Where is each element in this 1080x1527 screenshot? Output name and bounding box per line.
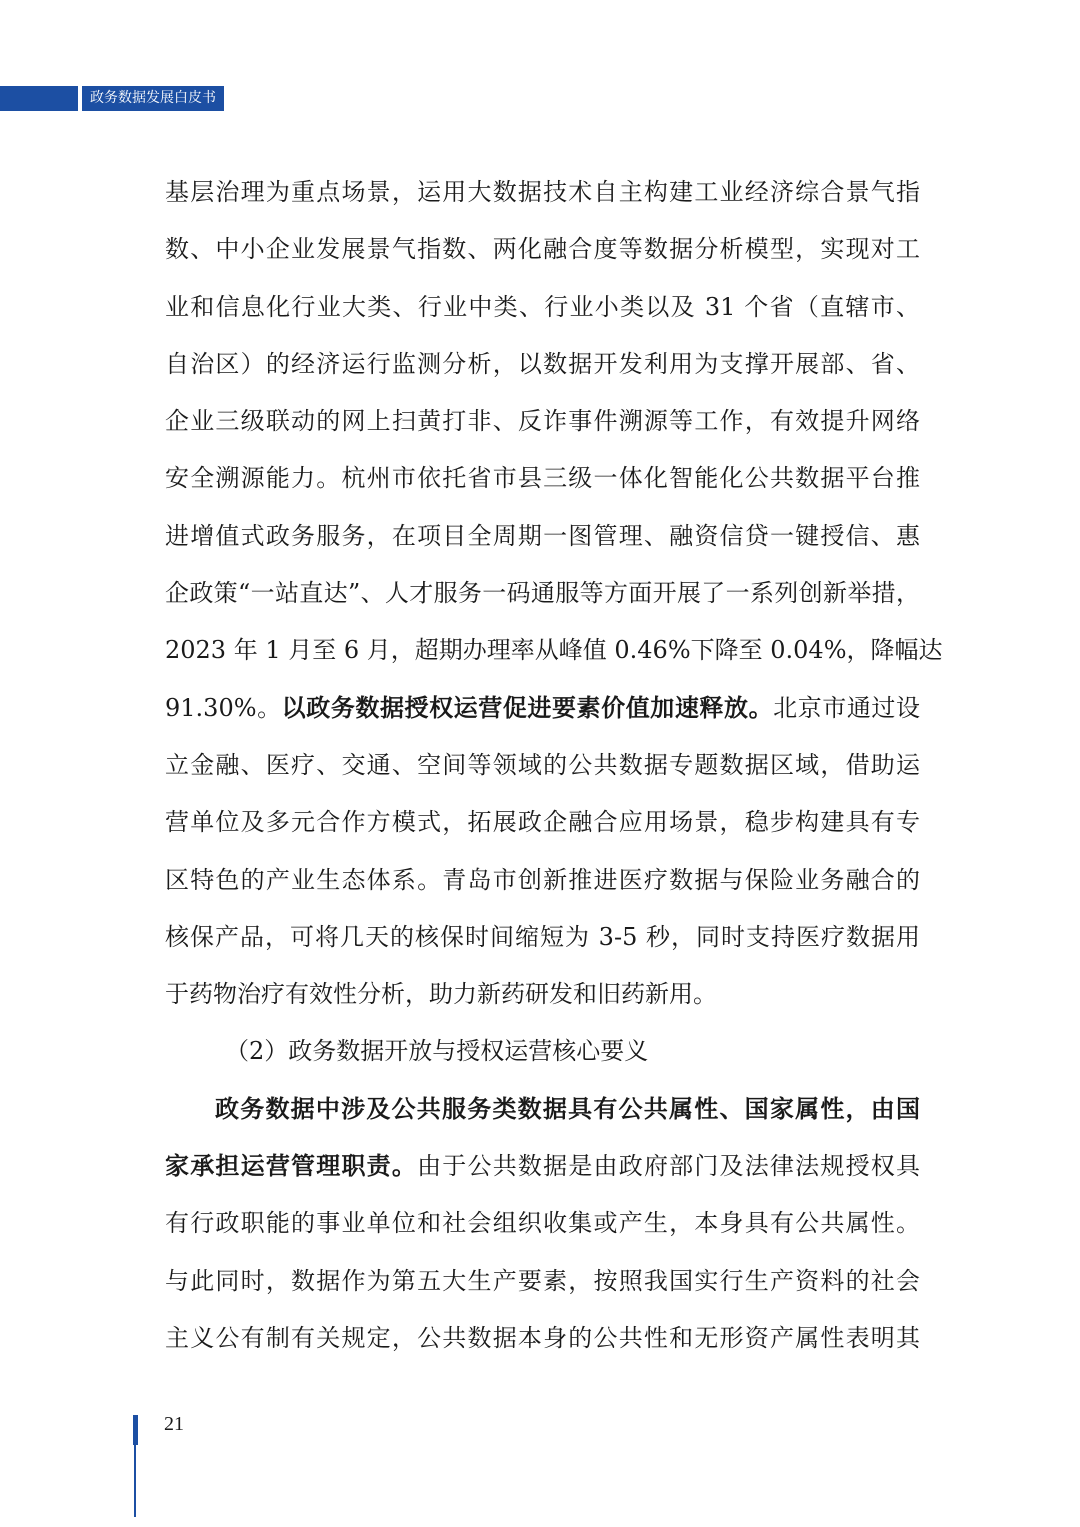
text-line <box>165 393 920 450</box>
text-line <box>165 1138 920 1195</box>
text-segment: 立金融、医疗、交通、空间等领域的公共数据专题数据区域，借助运 <box>165 750 920 779</box>
text-line <box>165 1310 920 1367</box>
text-line <box>165 909 920 966</box>
text-segment: 营单位及多元合作方模式，拓展政企融合应用场景，稳步构建具有专 <box>165 808 920 837</box>
text-line <box>165 279 920 336</box>
text-line <box>165 1195 920 1252</box>
text-segment: 主义公有制有关规定，公共数据本身的公共性和无形资产属性表明其 <box>165 1323 920 1352</box>
text-segment: 由于公共数据是由政府部门及法律法规授权具 <box>417 1152 921 1181</box>
text-segment: 与此同时，数据作为第五大生产要素，按照我国实行生产资料的社会 <box>165 1266 920 1295</box>
page-number: 21 <box>164 1413 184 1435</box>
text-line <box>165 622 943 679</box>
text-segment: （2）政务数据开放与授权运营核心要义 <box>225 1037 649 1066</box>
text-line <box>165 1081 920 1138</box>
text-segment: 核保产品，可将几天的核保时间缩短为 3-5 秒，同时支持医疗数据用 <box>165 922 920 951</box>
text-line <box>165 966 920 1023</box>
running-header-title: 政务数据发展白皮书 <box>82 86 224 111</box>
text-line <box>165 737 920 794</box>
text-segment: 数、中小企业发展景气指数、两化融合度等数据分析模型，实现对工 <box>165 235 920 264</box>
text-line <box>165 221 920 278</box>
text-line <box>165 794 920 851</box>
text-segment: 自治区）的经济运行监测分析，以数据开发利用为支撑开展部、省、 <box>165 349 920 378</box>
text-line <box>165 164 920 221</box>
text-segment: 区特色的产业生态体系。青岛市创新推进医疗数据与保险业务融合的 <box>165 865 920 894</box>
footer-rule <box>134 1445 136 1517</box>
text-segment: 进增值式政务服务，在项目全周期一图管理、融资信贷一键授信、惠 <box>165 521 920 550</box>
text-line <box>165 680 920 737</box>
text-line <box>165 852 920 909</box>
text-line <box>165 450 920 507</box>
footer-accent-bar <box>133 1415 138 1445</box>
text-segment: 企政策“一站直达”、人才服务一码通服等方面开展了一系列创新举措， <box>165 579 920 608</box>
text-segment: 企业三级联动的网上扫黄打非、反诈事件溯源等工作，有效提升网络 <box>165 407 920 436</box>
text-segment: 基层治理为重点场景，运用大数据技术自主构建工业经济综合景气指 <box>165 178 920 206</box>
bold-text-segment: 以政务数据授权运营促进要素价值加速释放。 <box>281 693 774 722</box>
body-text <box>165 164 943 1367</box>
text-segment: 有行政职能的事业单位和社会组织收集或产生，本身具有公共属性。 <box>165 1209 920 1238</box>
text-segment: 安全溯源能力。杭州市依托省市县三级一体化智能化公共数据平台推 <box>165 464 920 493</box>
text-line <box>165 565 920 622</box>
text-segment: 91.30%。 <box>165 693 282 722</box>
bold-text-segment: 家承担运营管理职责。 <box>165 1152 418 1181</box>
text-line <box>165 336 920 393</box>
text-segment: 2023 年 1 月至 6 月，超期办理率从峰值 0.46%下降至 0.04%，降幅达 <box>165 636 943 665</box>
text-line <box>165 1023 920 1080</box>
bold-text-segment: 政务数据中涉及公共服务类数据具有公共属性、国家属性，由国 <box>215 1094 920 1123</box>
text-segment: 业和信息化行业大类、行业中类、行业小类以及 31 个省（直辖市、 <box>165 292 920 321</box>
text-line <box>165 1253 920 1310</box>
text-segment: 北京市通过设 <box>773 693 921 722</box>
text-line <box>165 508 920 565</box>
text-segment: 于药物治疗有效性分析，助力新药研发和旧药新用。 <box>165 980 717 1009</box>
header-accent-bar <box>0 86 78 111</box>
